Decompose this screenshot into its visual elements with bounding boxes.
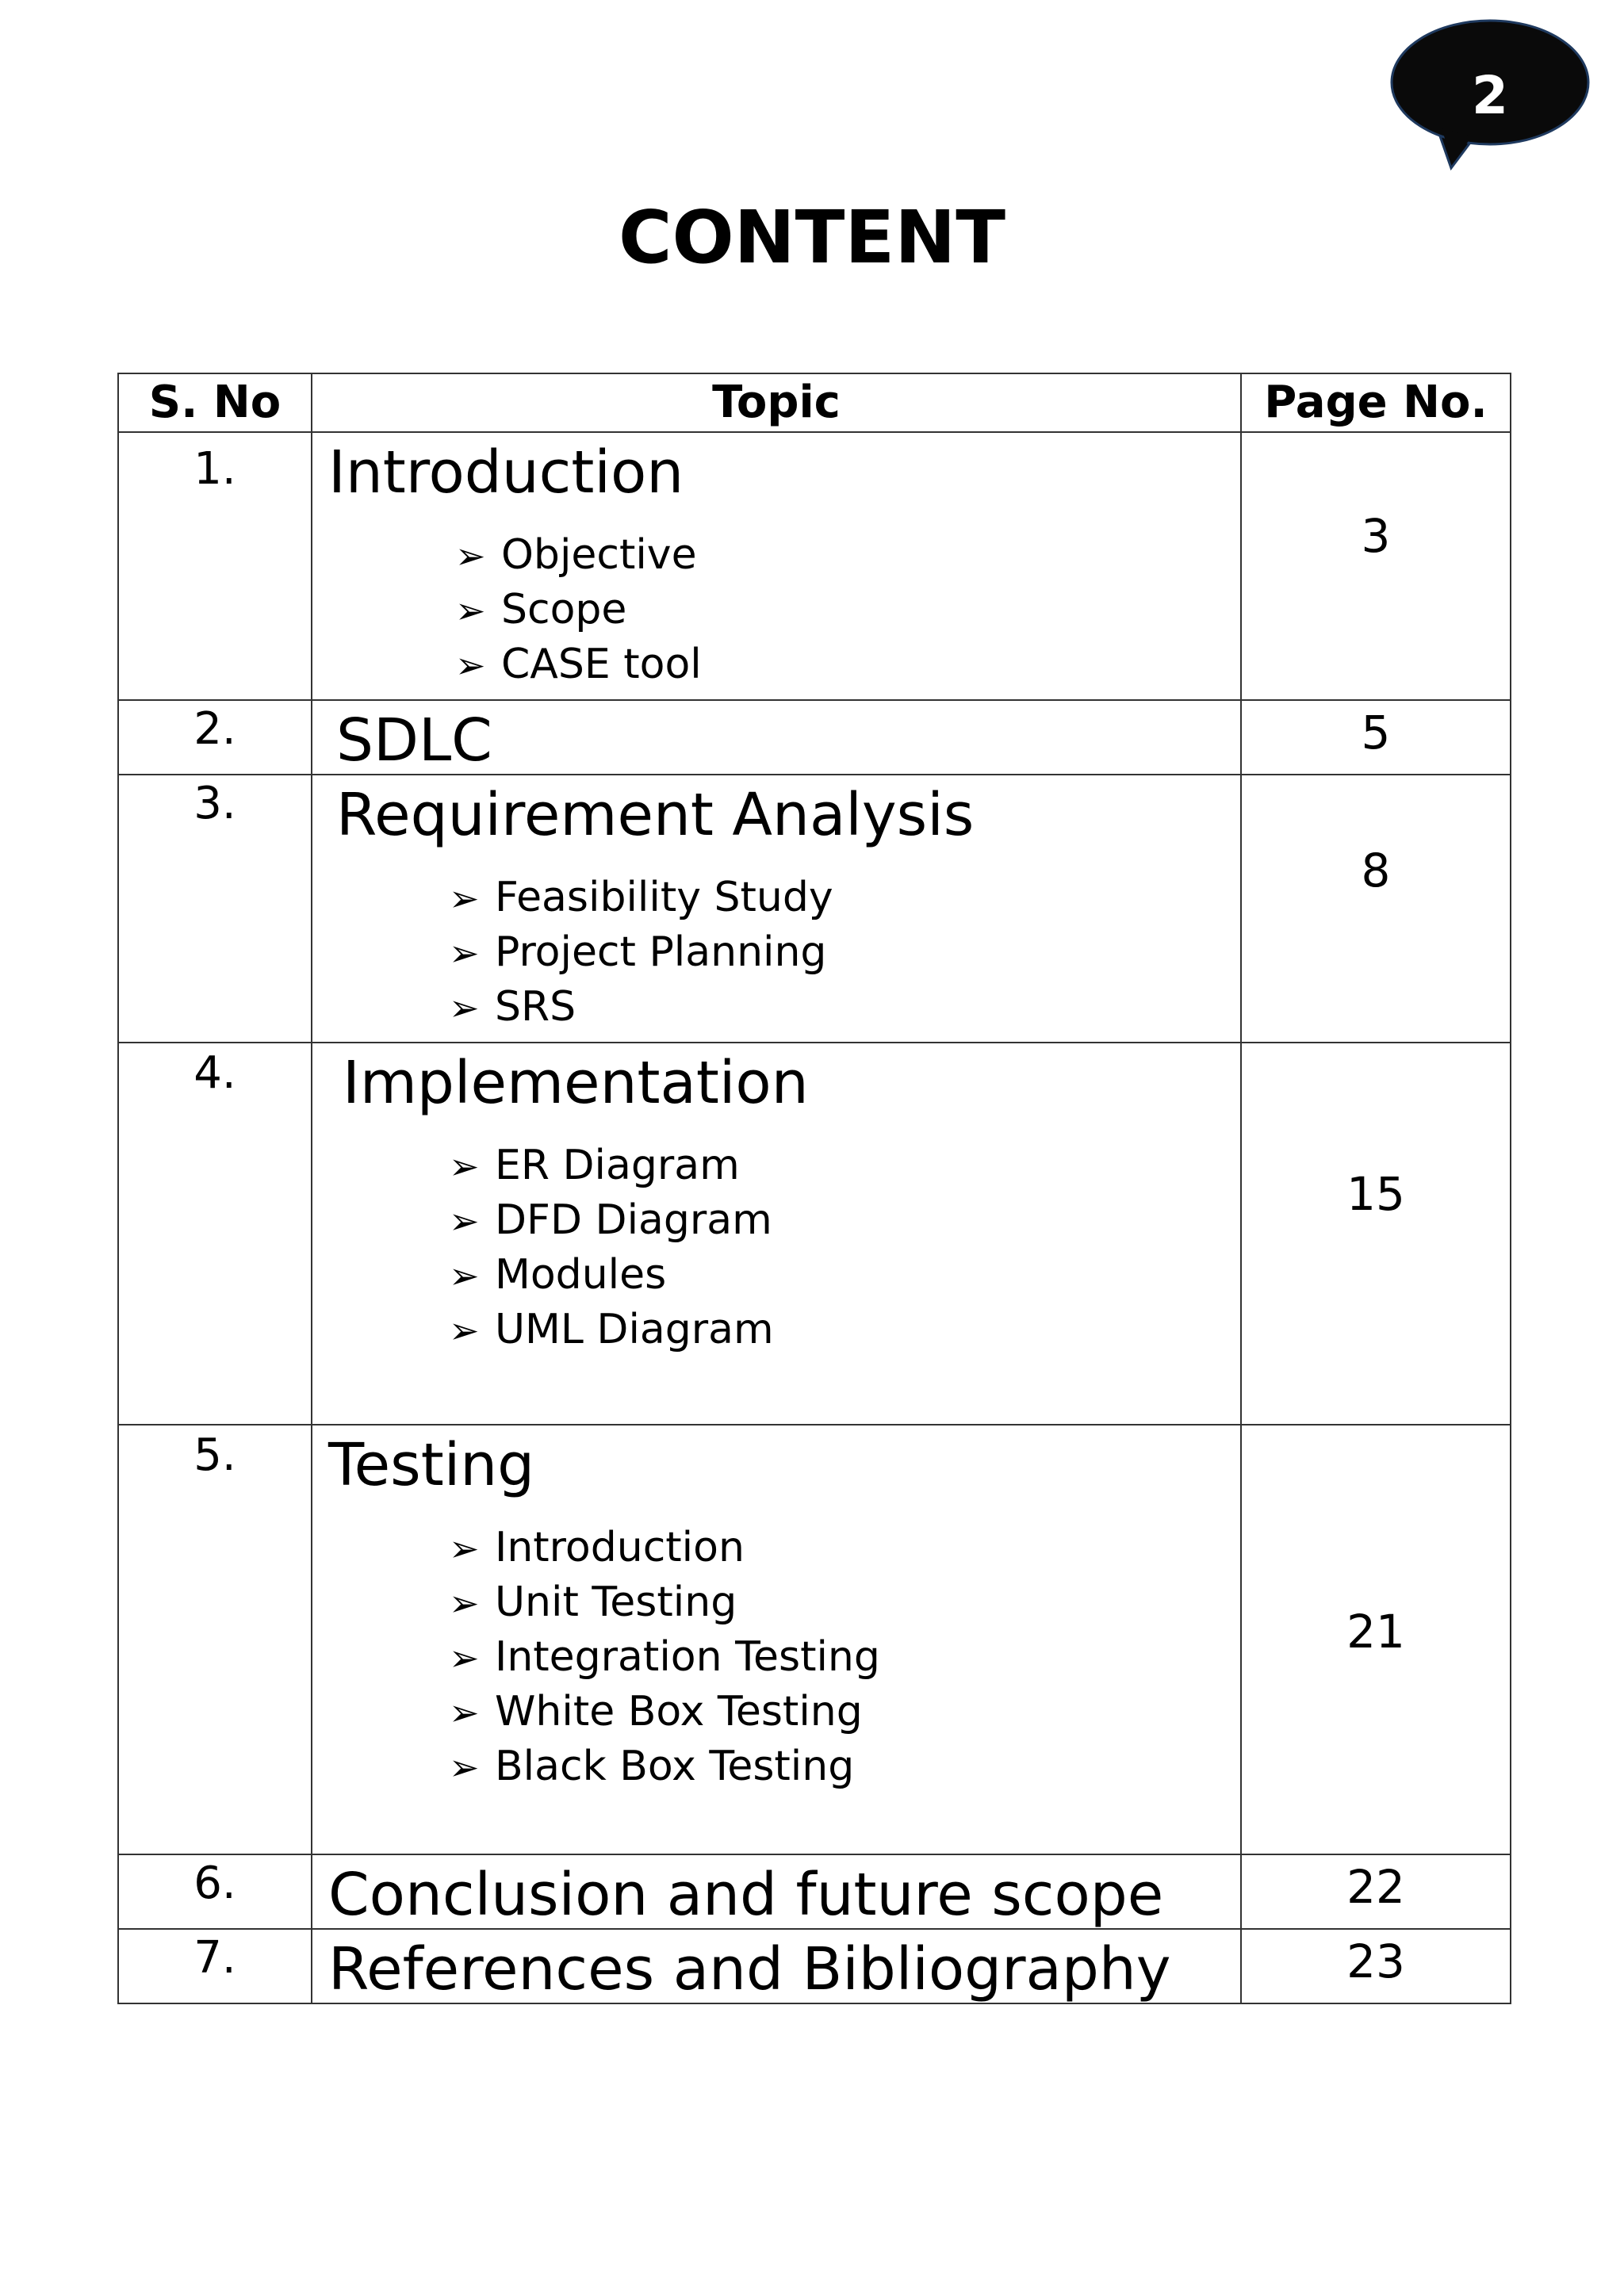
- table-row: [118, 700, 1511, 775]
- arrow-bullet-icon: ➢: [449, 1254, 480, 1297]
- row-topic-cell: [312, 432, 1241, 700]
- page-number-badge: [1389, 17, 1595, 173]
- row-page: 3: [1241, 432, 1511, 700]
- list-item: ➢ Project Planning: [449, 925, 1240, 980]
- row-topic: Introduction: [328, 438, 684, 507]
- row-topic-cell: [312, 1854, 1241, 1929]
- list-item: ➢ Scope: [455, 583, 1240, 637]
- list-item: ➢ CASE tool: [455, 637, 1240, 692]
- header-topic: Topic: [312, 373, 1241, 432]
- table-row: [118, 1929, 1511, 2003]
- arrow-bullet-icon: ➢: [455, 534, 486, 577]
- arrow-bullet-icon: ➢: [449, 1200, 480, 1242]
- row-sno: 1.: [118, 432, 312, 700]
- row-page: 15: [1241, 1043, 1511, 1425]
- list-item: ➢ White Box Testing: [449, 1685, 1240, 1739]
- table-header-row: [118, 373, 1511, 432]
- row-sno: 6.: [118, 1854, 312, 1929]
- contents-table: [117, 373, 1511, 2004]
- table-row: [118, 432, 1511, 700]
- table-row: [118, 1043, 1511, 1425]
- row-topic: SDLC: [336, 706, 492, 775]
- arrow-bullet-icon: ➢: [449, 1746, 480, 1789]
- row-topic: Testing: [328, 1431, 535, 1499]
- row-topic-cell: [312, 775, 1241, 1043]
- arrow-bullet-icon: ➢: [455, 644, 486, 687]
- row-topic: Implementation: [343, 1049, 809, 1117]
- header-sno: S. No: [118, 373, 312, 432]
- list-item: ➢ DFD Diagram: [449, 1193, 1240, 1248]
- list-item: ➢ Objective: [455, 528, 1240, 583]
- row-topic-cell: [312, 700, 1241, 775]
- arrow-bullet-icon: ➢: [449, 1145, 480, 1188]
- row-page: 22: [1241, 1854, 1511, 1929]
- subtopic-list: [312, 1521, 1240, 1794]
- table-row: [118, 1854, 1511, 1929]
- row-sno: 4.: [118, 1043, 312, 1425]
- list-item: ➢ Integration Testing: [449, 1630, 1240, 1685]
- row-page: 8: [1241, 775, 1511, 1043]
- row-page: 5: [1241, 700, 1511, 775]
- row-topic: Conclusion and future scope: [328, 1861, 1164, 1929]
- row-topic: References and Bibliography: [328, 1935, 1171, 2003]
- row-topic-cell: [312, 1929, 1241, 2003]
- page-number: 2: [1472, 65, 1508, 126]
- list-item: ➢ Unit Testing: [449, 1575, 1240, 1630]
- row-page: 21: [1241, 1425, 1511, 1854]
- subtopic-list: [312, 871, 1240, 1035]
- list-item: ➢ ER Diagram: [449, 1138, 1240, 1193]
- row-topic-cell: [312, 1425, 1241, 1854]
- row-sno: 7.: [118, 1929, 312, 2003]
- header-page: Page No.: [1241, 373, 1511, 432]
- table-row: [118, 775, 1511, 1043]
- row-sno: 3.: [118, 775, 312, 1043]
- row-topic-cell: [312, 1043, 1241, 1425]
- row-page: 23: [1241, 1929, 1511, 2003]
- arrow-bullet-icon: ➢: [449, 1691, 480, 1734]
- list-item: ➢ Introduction: [449, 1521, 1240, 1575]
- list-item: ➢ SRS: [449, 980, 1240, 1035]
- arrow-bullet-icon: ➢: [455, 589, 486, 632]
- arrow-bullet-icon: ➢: [449, 1582, 480, 1624]
- arrow-bullet-icon: ➢: [449, 1309, 480, 1352]
- subtopic-list: [312, 528, 1240, 692]
- arrow-bullet-icon: ➢: [449, 986, 480, 1029]
- subtopic-list: [312, 1138, 1240, 1357]
- arrow-bullet-icon: ➢: [449, 1636, 480, 1679]
- table-row: [118, 1425, 1511, 1854]
- arrow-bullet-icon: ➢: [449, 932, 480, 974]
- list-item: ➢ UML Diagram: [449, 1303, 1240, 1357]
- row-sno: 5.: [118, 1425, 312, 1854]
- arrow-bullet-icon: ➢: [449, 877, 480, 920]
- arrow-bullet-icon: ➢: [449, 1527, 480, 1570]
- list-item: ➢ Feasibility Study: [449, 871, 1240, 925]
- row-sno: 2.: [118, 700, 312, 775]
- list-item: ➢ Modules: [449, 1248, 1240, 1303]
- page-title: CONTENT: [618, 195, 1006, 280]
- list-item: ➢ Black Box Testing: [449, 1739, 1240, 1794]
- row-topic: Requirement Analysis: [336, 781, 975, 849]
